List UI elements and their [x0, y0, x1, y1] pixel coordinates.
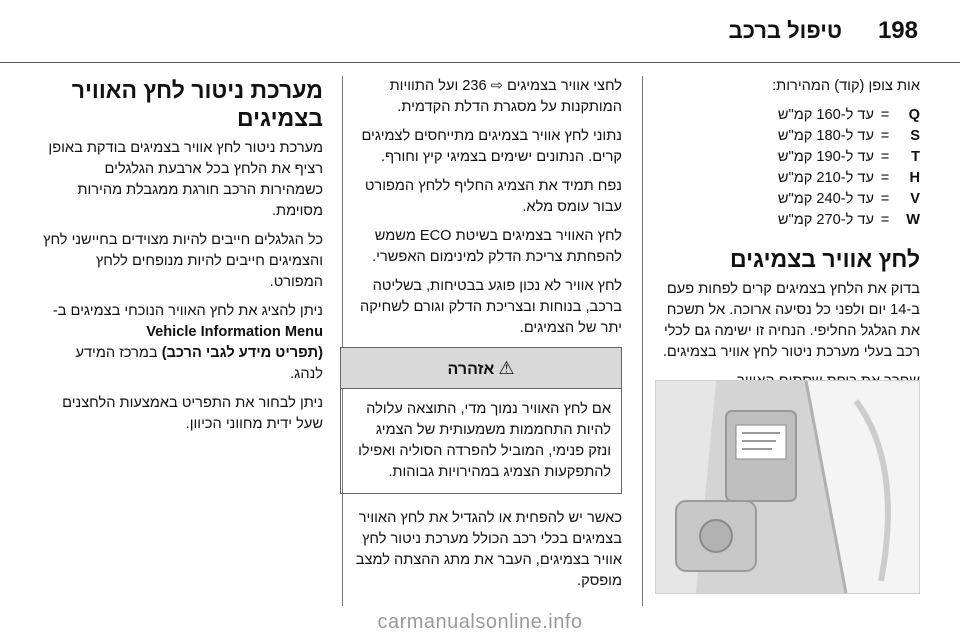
warning-triangle-icon: ⚠ [498, 358, 515, 378]
page-number: 198 [877, 17, 918, 44]
menu-name: Vehicle Information Menu [146, 324, 323, 340]
speed-code-row: Q=עד ל-160 קמ"ש [777, 107, 920, 123]
column-divider-right [642, 76, 643, 606]
spare-tire-paragraph: נפח תמיד את הצמיג החליף ללחץ המפורט עבור עומס מלא. [364, 178, 622, 215]
speed-codes-intro: אות צופן (קוד) המהירות: [772, 78, 920, 94]
sensors-paragraph: כל הגלגלים חייבים להיות מצוידים בחיישני לחץ והצמיגים חייבים להיות מנופחים ללחץ המפורט. [43, 232, 323, 290]
middle-column [340, 76, 622, 600]
speed-code-row: T=עד ל-190 קמ"ש [777, 149, 920, 165]
speed-code-row: V=עד ל-240 קמ"ש [777, 191, 920, 207]
display-pressure-paragraph: ניתן להציג את לחץ האוויר הנוכחי בצמיגים ב- Vehicle Information Menu (תפריט מידע לגבי הרכב) במרכז המידע לנהג. [52, 303, 323, 382]
eco-pressure-paragraph: לחץ האוויר בצמיגים בשיטת ECO משמש להפחתת צריכת הדלק למינימום האפשרי. [372, 228, 622, 265]
cold-tires-paragraph: נתוני לחץ אוויר בצמיגים מתייחסים לצמיגים קרים. הנתונים ישימים בצמיגי קיץ וחורף. [361, 128, 622, 165]
tire-pressure-heading: לחץ אוויר בצמיגים [730, 246, 920, 272]
ignition-off-paragraph: כאשר יש להפחית או להגדיל את לחץ האוויר בצמיגים בכלי רכב הכולל מערכת ניטור לחץ אוויר בצמיגים, העבר את מתג ההצתה למצב מופסק. [355, 510, 622, 589]
section-title: טיפול ברכב [728, 18, 842, 43]
speed-code-row: S=עד ל-180 קמ"ש [777, 128, 920, 144]
warning-box [340, 347, 622, 494]
pressure-reference-paragraph: לחצי אוויר בצמיגים ⇨ 236 ועל התוויות המותקנות על מסגרת הדלת הקדמית. [389, 78, 622, 115]
monitoring-intro-paragraph: מערכת ניטור לחץ אוויר בצמיגים בודקת באופן רציף את הלחץ בכל ארבעת הגלגלים כשמהירות הרכב חורגת ממגבלת מהירות מסוימת. [48, 140, 323, 219]
tire-pressure-paragraph: בדוק את הלחץ בצמיגים קרים לפחות פעם ב-14 יום ולפני כל נסיעה ארוכה. אל תשכח את הגלגל החליפי. הנחיה זו ישימה גם לכלי רכב בעלי מערכת ניטור לחץ אוויר בצמיגים. [662, 281, 920, 360]
incorrect-pressure-paragraph: לחץ אוויר לא נכון פוגע בבטיחות, בשליטה ברכב, בנוחות ובצריכת הדלק וגורם לשחיקה יתר של הצמיגים. [359, 278, 622, 336]
speed-code-row: H=עד ל-210 קמ"ש [777, 170, 920, 186]
door-label-photo [655, 380, 920, 594]
menu-selection-paragraph: ניתן לבחור את התפריט באמצעות הלחצנים שעל ידית מחווני הכיוון. [62, 395, 323, 432]
warning-body: אם לחץ האוויר נמוך מדי, התוצאה עלולה להיות התחממות משמעותית של הצמיג ונזק פנימי, המוביל להפרדה הסוליה ואפילו להתפקעות הצמיג במהירויות גבוהות. [358, 401, 611, 480]
warning-title: אזהרה [447, 361, 495, 378]
warning-header [341, 348, 621, 389]
menu-hebrew-name: (תפריט מידע לגבי הרכב) [161, 345, 323, 361]
watermark: carmanualsonline.info [377, 611, 583, 633]
page-header [0, 0, 960, 63]
speed-code-row: W=עד ל-270 קמ"ש [777, 212, 920, 228]
speed-codes-list [646, 105, 920, 231]
monitoring-system-heading: מערכת ניטור לחץ האוויר בצמיגים [71, 77, 323, 131]
right-column [646, 76, 920, 400]
left-column [40, 76, 323, 443]
